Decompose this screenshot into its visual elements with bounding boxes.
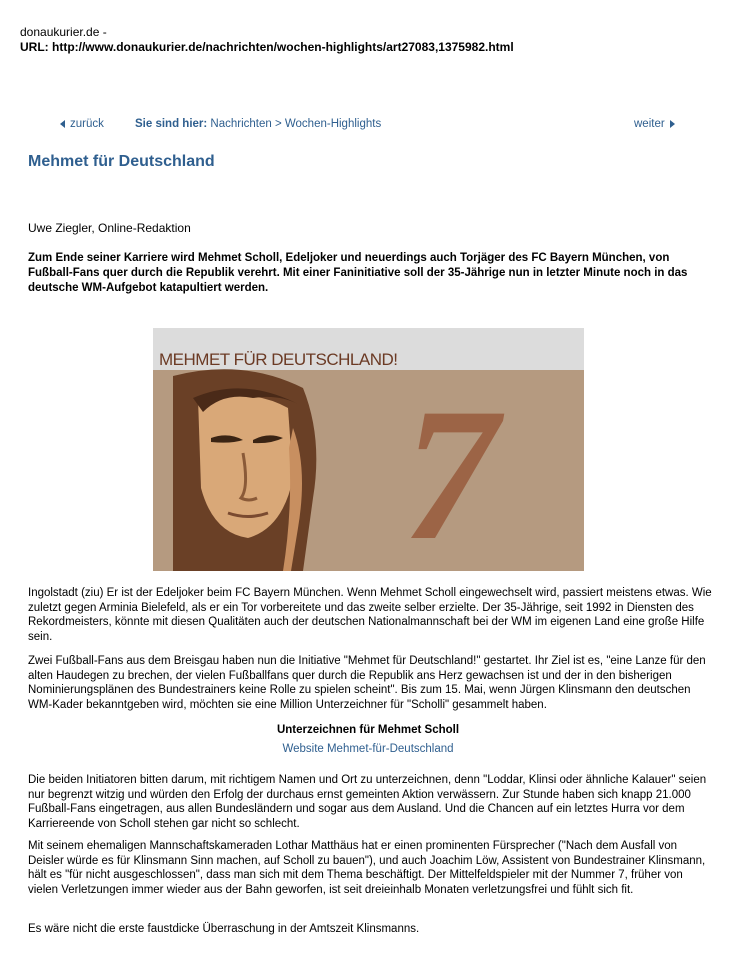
page-title: Mehmet für Deutschland	[28, 153, 215, 170]
portrait-illustration	[173, 369, 316, 571]
source-header	[20, 25, 514, 55]
breadcrumb-label: Sie sind hier:	[135, 118, 208, 130]
article-paragraph: Mit seinem ehemaligen Mannschaftskameraden Lothar Matthäus hat er einen prominenten Fürsprecher ("Nach dem Ausfall von Deisler würde es für Klinsmann Sinn machen, auf Scholl zu bauen"), und auch Joachim Löw, Assistent von Bundestrainer Klinsmann, hält es "für nicht ausgeschlossen", dass man sich mit dem Thema beschäftigt. Der Mittelfeldspieler mit der Nummer 7, früher von vielen Verletzungen immer wieder aus der Bahn geworfen, ist seit dreieinhalb Monaten verletzungsfrei und fühlt sich fit.	[28, 840, 706, 896]
sign-website-link[interactable]: Website Mehmet-für-Deutschland	[282, 743, 454, 755]
next-label: weiter	[634, 118, 665, 130]
arrow-right-icon	[670, 120, 675, 128]
breadcrumb-path[interactable]: Nachrichten > Wochen-Highlights	[210, 118, 382, 130]
author-line: Uwe Ziegler, Online-Redaktion	[28, 221, 191, 235]
campaign-banner-image	[153, 328, 584, 571]
source-url: URL: http://www.donaukurier.de/nachrichten/wochen-highlights/art27083,1375982.html	[20, 40, 514, 54]
next-link[interactable]	[634, 118, 675, 130]
article-lead: Zum Ende seiner Karriere wird Mehmet Scholl, Edeljoker und neuerdings auch Torjäger des FC Bayern München, von Fußball-Fans quer durch die Republik verehrt. Mit einer Faninitiative soll der 35-Jährige nun in letzter Minute noch in das deutsche WM-Aufgebot katapultiert werden.	[28, 252, 688, 294]
back-label: zurück	[70, 118, 104, 130]
article-paragraph: Ingolstadt (ziu) Er ist der Edeljoker beim FC Bayern München. Wenn Mehmet Scholl eingewechselt wird, passiert meistens etwas. Wie zuletzt gegen Arminia Bielefeld, als er ein Tor vorbereitete und das zweite selber erzielte. Der 35-Jährige, seit 1992 in Diensten des Rekordmeisters, könnte mit diesen Qualitäten auch der deutschen Nationalmannschaft bei der WM im eigenen Land eine große Hilfe sein.	[28, 587, 712, 643]
article-paragraph: Es wäre nicht die erste faustdicke Überraschung in der Amtszeit Klinsmanns.	[28, 923, 420, 935]
banner-text: MEHMET FÜR DEUTSCHLAND!	[159, 350, 398, 369]
banner-number: 7	[403, 370, 498, 571]
article-paragraph: Die beiden Initiatoren bitten darum, mit richtigem Namen und Ort zu unterzeichnen, denn "Loddar, Klinsi oder ähnliche Kalauer" seien nur begrenzt witzig und würden den Erfolg der durchaus ernst gemeinten Aktion verwässern. Zur Stunde haben sich knapp 21.000 Fußball-Fans eingetragen, aus allen Bundesländern und sogar aus dem Ausland. Und die Chancen auf ein letztes Hurra vor dem Karriereende von Scholl stehen gar nicht so schlecht.	[28, 774, 707, 830]
source-site: donaukurier.de -	[20, 25, 107, 39]
back-link[interactable]	[60, 118, 104, 130]
article-paragraph: Zwei Fußball-Fans aus dem Breisgau haben nun die Initiative "Mehmet für Deutschland!" gestartet. Ihr Ziel ist es, "eine Lanze für den alten Haudegen zu brechen, der vielen Fußballfans quer durch die Republik ans Herz gewachsen ist und der in den bisherigen Nominierungsplänen des Bundestrainers keine Rolle zu spielen scheint". Bis zum 15. Mai, wenn Jürgen Klinsmann den deutschen WM-Kader bekanntgeben wird, möchten sie eine Million Unterzeichner für "Scholli" gesammelt haben.	[28, 655, 706, 711]
arrow-left-icon	[60, 120, 65, 128]
sign-heading: Unterzeichnen für Mehmet Scholl	[276, 724, 460, 736]
breadcrumb	[135, 118, 381, 130]
